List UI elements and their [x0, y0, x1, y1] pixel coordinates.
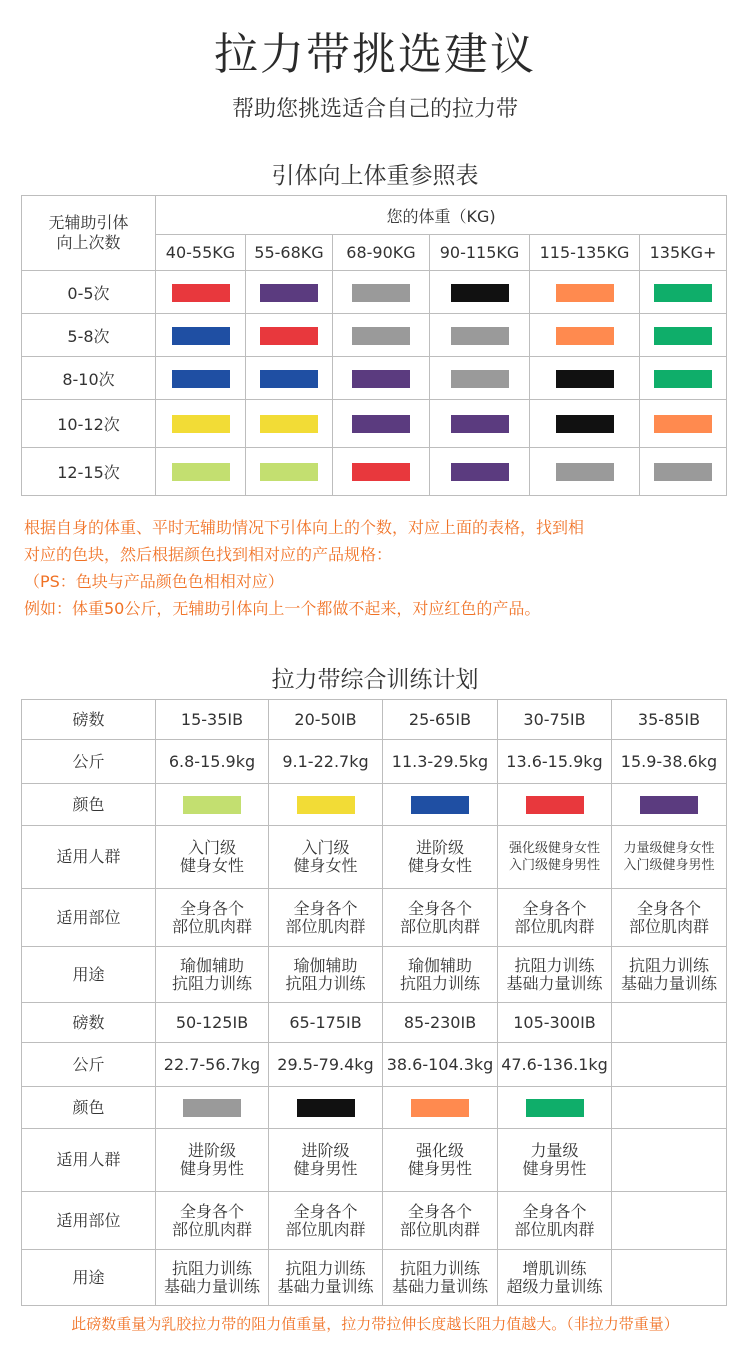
color-swatch	[451, 327, 509, 345]
color-cell	[530, 400, 640, 448]
reps-cell: 10-12次	[22, 400, 156, 448]
plan-cell	[612, 1250, 727, 1306]
use-line2: 基础力量训练	[391, 1276, 488, 1296]
note-line: 对应的色块，然后根据颜色找到相对应的产品规格：	[24, 545, 393, 564]
table-row	[22, 1192, 727, 1250]
crowd-line2: 健身男性	[522, 1159, 587, 1178]
crowd-line2: 健身女性	[179, 856, 244, 875]
use-line2: 抗阻力训练	[171, 973, 252, 993]
plan-cell	[156, 1250, 269, 1306]
table-row	[22, 1043, 727, 1087]
table-row	[22, 889, 727, 947]
weight-table-title: 引体向上体重参照表	[271, 163, 479, 189]
corner-header-cell	[22, 196, 156, 271]
color-cell	[246, 357, 333, 400]
weight-column-header: 55-68KG	[246, 235, 333, 271]
parts-line2: 部位肌肉群	[628, 916, 709, 936]
reps-cell: 5-8次	[22, 314, 156, 357]
plan-cell	[612, 1043, 727, 1087]
color-swatch	[260, 327, 318, 345]
color-cell	[246, 448, 333, 496]
plan-cell	[269, 1087, 383, 1129]
plan-cell	[156, 1129, 269, 1192]
plan-cell	[383, 826, 498, 889]
color-swatch	[352, 327, 410, 345]
color-cell	[640, 314, 727, 357]
crowd-line2: 入门级健身男性	[623, 858, 715, 873]
color-cell	[530, 314, 640, 357]
color-swatch	[526, 796, 584, 814]
color-swatch	[654, 415, 712, 433]
plan-cell	[383, 1192, 498, 1250]
color-cell	[246, 271, 333, 314]
plan-cell: 29.5-79.4kg	[269, 1043, 383, 1087]
reps-cell: 12-15次	[22, 448, 156, 496]
plan-cell	[269, 947, 383, 1003]
crowd-line1: 进阶级	[187, 1141, 236, 1160]
table-row	[22, 826, 727, 889]
plan-cell	[498, 784, 612, 826]
weight-column-header: 115-135KG	[530, 235, 640, 271]
reps-cell: 0-5次	[22, 271, 156, 314]
page-title: 拉力带挑选建议	[214, 29, 536, 80]
color-cell	[430, 448, 530, 496]
corner-label-line1: 无辅助引体	[48, 213, 129, 232]
plan-cell	[498, 889, 612, 947]
color-swatch	[526, 1099, 584, 1117]
plan-cell	[269, 1129, 383, 1192]
plan-cell: 11.3-29.5kg	[383, 740, 498, 784]
row-label-crowd: 适用人群	[22, 1129, 156, 1192]
color-swatch	[556, 284, 614, 302]
parts-line1: 全身各个	[636, 898, 701, 918]
color-swatch	[352, 463, 410, 481]
use-line2: 超级力量训练	[506, 1276, 603, 1296]
plan-cell	[269, 889, 383, 947]
plan-cell	[498, 1250, 612, 1306]
weight-column-header: 40-55KG	[156, 235, 246, 271]
color-cell	[430, 314, 530, 357]
plan-cell	[383, 889, 498, 947]
color-cell	[333, 400, 430, 448]
reps-cell: 8-10次	[22, 357, 156, 400]
plan-cell	[498, 947, 612, 1003]
plan-cell	[156, 1192, 269, 1250]
color-cell	[333, 357, 430, 400]
color-swatch	[172, 284, 230, 302]
use-line1: 抗阻力训练	[628, 955, 709, 975]
row-label-kg: 公斤	[22, 740, 156, 784]
table-row	[22, 271, 727, 314]
table-row	[22, 1250, 727, 1306]
training-plan-table	[21, 699, 727, 1306]
parts-line1: 全身各个	[179, 1201, 244, 1221]
color-swatch	[260, 284, 318, 302]
color-cell	[430, 271, 530, 314]
parts-line1: 全身各个	[407, 1201, 472, 1221]
note-block	[24, 514, 734, 622]
color-swatch	[260, 463, 318, 481]
use-line1: 抗阻力训练	[171, 1258, 252, 1278]
use-line1: 抗阻力训练	[514, 955, 595, 975]
footnote: 此磅数重量为乳胶拉力带的阻力值重量，拉力带拉伸长度越长阻力值越大。（非拉力带重量）	[71, 1315, 679, 1333]
plan-cell	[383, 1087, 498, 1129]
plan-cell	[156, 826, 269, 889]
parts-line1: 全身各个	[522, 1201, 587, 1221]
color-swatch	[654, 463, 712, 481]
color-swatch	[183, 1099, 241, 1117]
plan-cell	[498, 826, 612, 889]
color-swatch	[172, 463, 230, 481]
plan-cell: 50-125IB	[156, 1003, 269, 1043]
plan-cell	[383, 1250, 498, 1306]
note-line: 根据自身的体重、平时无辅助情况下引体向上的个数，对应上面的表格，找到相	[24, 518, 585, 537]
plan-cell	[383, 1129, 498, 1192]
note-line: （PS：色块与产品颜色色相相对应）	[24, 572, 284, 591]
color-cell	[156, 271, 246, 314]
table-row	[22, 784, 727, 826]
color-swatch	[260, 415, 318, 433]
color-swatch	[451, 415, 509, 433]
use-line1: 抗阻力训练	[399, 1258, 480, 1278]
crowd-line2: 健身女性	[293, 856, 358, 875]
crowd-line1: 力量级	[530, 1141, 579, 1160]
row-label-parts: 适用部位	[22, 889, 156, 947]
row-label-kg: 公斤	[22, 1043, 156, 1087]
plan-cell	[498, 1192, 612, 1250]
color-swatch	[352, 284, 410, 302]
color-swatch	[654, 370, 712, 388]
color-swatch	[451, 463, 509, 481]
color-swatch	[654, 284, 712, 302]
plan-cell: 105-300IB	[498, 1003, 612, 1043]
color-swatch	[297, 1099, 355, 1117]
crowd-line1: 入门级	[301, 838, 350, 857]
row-label-pounds: 磅数	[22, 1003, 156, 1043]
parts-line1: 全身各个	[407, 898, 472, 918]
parts-line2: 部位肌肉群	[285, 916, 366, 936]
plan-cell: 47.6-136.1kg	[498, 1043, 612, 1087]
plan-cell: 13.6-15.9kg	[498, 740, 612, 784]
weight-column-header: 135KG+	[640, 235, 727, 271]
plan-cell	[612, 784, 727, 826]
use-line2: 基础力量训练	[506, 973, 603, 993]
color-cell	[640, 357, 727, 400]
color-cell	[640, 448, 727, 496]
color-swatch	[411, 796, 469, 814]
plan-cell	[612, 947, 727, 1003]
plan-cell	[612, 1003, 727, 1043]
weight-column-header: 90-115KG	[430, 235, 530, 271]
parts-line2: 部位肌肉群	[399, 916, 480, 936]
plan-cell	[498, 1087, 612, 1129]
plan-cell: 6.8-15.9kg	[156, 740, 269, 784]
table-row	[22, 1129, 727, 1192]
crowd-line1: 进阶级	[415, 838, 464, 857]
row-label-color: 颜色	[22, 784, 156, 826]
table-row	[22, 947, 727, 1003]
plan-cell	[612, 1192, 727, 1250]
use-line1: 瑜伽辅助	[407, 955, 472, 975]
color-swatch	[451, 370, 509, 388]
plan-cell: 22.7-56.7kg	[156, 1043, 269, 1087]
color-swatch	[556, 463, 614, 481]
crowd-line2: 健身男性	[407, 1159, 472, 1178]
color-swatch	[451, 284, 509, 302]
plan-cell: 15.9-38.6kg	[612, 740, 727, 784]
crowd-line1: 强化级健身女性	[508, 841, 600, 856]
crowd-line2: 健身男性	[293, 1159, 358, 1178]
color-cell	[640, 400, 727, 448]
color-swatch	[556, 327, 614, 345]
parts-line1: 全身各个	[293, 1201, 358, 1221]
color-cell	[640, 271, 727, 314]
table-row	[22, 700, 727, 740]
plan-cell	[383, 784, 498, 826]
plan-cell	[612, 889, 727, 947]
table-row	[22, 1087, 727, 1129]
color-swatch	[183, 796, 241, 814]
crowd-line2: 健身男性	[179, 1159, 244, 1178]
weight-column-header: 68-90KG	[333, 235, 430, 271]
color-swatch	[172, 327, 230, 345]
color-swatch	[172, 415, 230, 433]
color-swatch	[556, 415, 614, 433]
table-row	[22, 1003, 727, 1043]
color-swatch	[556, 370, 614, 388]
color-swatch	[172, 370, 230, 388]
plan-cell	[156, 784, 269, 826]
row-label-color: 颜色	[22, 1087, 156, 1129]
use-line2: 基础力量训练	[163, 1276, 260, 1296]
parts-line1: 全身各个	[293, 898, 358, 918]
crowd-line1: 入门级	[187, 838, 236, 857]
parts-line2: 部位肌肉群	[171, 916, 252, 936]
crowd-line2: 健身女性	[407, 856, 472, 875]
color-cell	[246, 314, 333, 357]
parts-line2: 部位肌肉群	[399, 1219, 480, 1239]
color-swatch	[352, 415, 410, 433]
color-cell	[156, 400, 246, 448]
plan-cell: 25-65IB	[383, 700, 498, 740]
plan-cell: 15-35IB	[156, 700, 269, 740]
use-line2: 基础力量训练	[620, 973, 717, 993]
color-cell	[156, 357, 246, 400]
row-label-crowd: 适用人群	[22, 826, 156, 889]
color-swatch	[411, 1099, 469, 1117]
plan-cell	[269, 784, 383, 826]
plan-cell	[383, 947, 498, 1003]
color-cell	[333, 448, 430, 496]
parts-line2: 部位肌肉群	[285, 1219, 366, 1239]
use-line1: 瑜伽辅助	[293, 955, 358, 975]
table-row	[22, 448, 727, 496]
plan-cell	[269, 1250, 383, 1306]
row-label-parts: 适用部位	[22, 1192, 156, 1250]
plan-cell	[498, 1129, 612, 1192]
table-row	[22, 357, 727, 400]
row-label-use: 用途	[22, 947, 156, 1003]
color-swatch	[352, 370, 410, 388]
plan-cell: 85-230IB	[383, 1003, 498, 1043]
weight-reference-table	[21, 195, 727, 496]
plan-cell	[156, 889, 269, 947]
plan-cell	[612, 1087, 727, 1129]
use-line2: 基础力量训练	[277, 1276, 374, 1296]
row-label-pounds: 磅数	[22, 700, 156, 740]
color-cell	[430, 357, 530, 400]
row-label-use: 用途	[22, 1250, 156, 1306]
color-cell	[246, 400, 333, 448]
plan-cell	[156, 1087, 269, 1129]
color-cell	[530, 271, 640, 314]
color-cell	[156, 448, 246, 496]
color-cell	[530, 448, 640, 496]
plan-cell: 9.1-22.7kg	[269, 740, 383, 784]
crowd-line1: 强化级	[415, 1141, 464, 1160]
plan-cell	[612, 1129, 727, 1192]
crowd-line1: 进阶级	[301, 1141, 350, 1160]
color-swatch	[654, 327, 712, 345]
parts-line2: 部位肌肉群	[171, 1219, 252, 1239]
use-line1: 增肌训练	[522, 1258, 587, 1278]
plan-cell: 20-50IB	[269, 700, 383, 740]
color-cell	[530, 357, 640, 400]
plan-table-title: 拉力带综合训练计划	[271, 667, 479, 693]
plan-cell: 30-75IB	[498, 700, 612, 740]
table-row	[22, 740, 727, 784]
table-row	[22, 314, 727, 357]
plan-cell	[612, 826, 727, 889]
plan-cell: 65-175IB	[269, 1003, 383, 1043]
use-line2: 抗阻力训练	[285, 973, 366, 993]
weight-header: 您的体重（KG)	[156, 196, 727, 235]
color-swatch	[640, 796, 698, 814]
plan-cell: 35-85IB	[612, 700, 727, 740]
parts-line1: 全身各个	[179, 898, 244, 918]
color-cell	[333, 314, 430, 357]
crowd-line2: 入门级健身男性	[508, 858, 600, 873]
plan-cell	[269, 1192, 383, 1250]
color-swatch	[297, 796, 355, 814]
parts-line1: 全身各个	[522, 898, 587, 918]
parts-line2: 部位肌肉群	[514, 1219, 595, 1239]
plan-cell	[156, 947, 269, 1003]
corner-label-line2: 向上次数	[56, 233, 121, 252]
use-line1: 抗阻力训练	[285, 1258, 366, 1278]
table-row	[22, 400, 727, 448]
color-cell	[333, 271, 430, 314]
color-swatch	[260, 370, 318, 388]
color-cell	[156, 314, 246, 357]
plan-cell	[269, 826, 383, 889]
note-line: 例如：体重50公斤，无辅助引体向上一个都做不起来，对应红色的产品。	[24, 599, 541, 618]
parts-line2: 部位肌肉群	[514, 916, 595, 936]
use-line2: 抗阻力训练	[399, 973, 480, 993]
page-subtitle: 帮助您挑选适合自己的拉力带	[231, 97, 518, 122]
crowd-line1: 力量级健身女性	[623, 841, 715, 856]
plan-cell: 38.6-104.3kg	[383, 1043, 498, 1087]
use-line1: 瑜伽辅助	[179, 955, 244, 975]
color-cell	[430, 400, 530, 448]
